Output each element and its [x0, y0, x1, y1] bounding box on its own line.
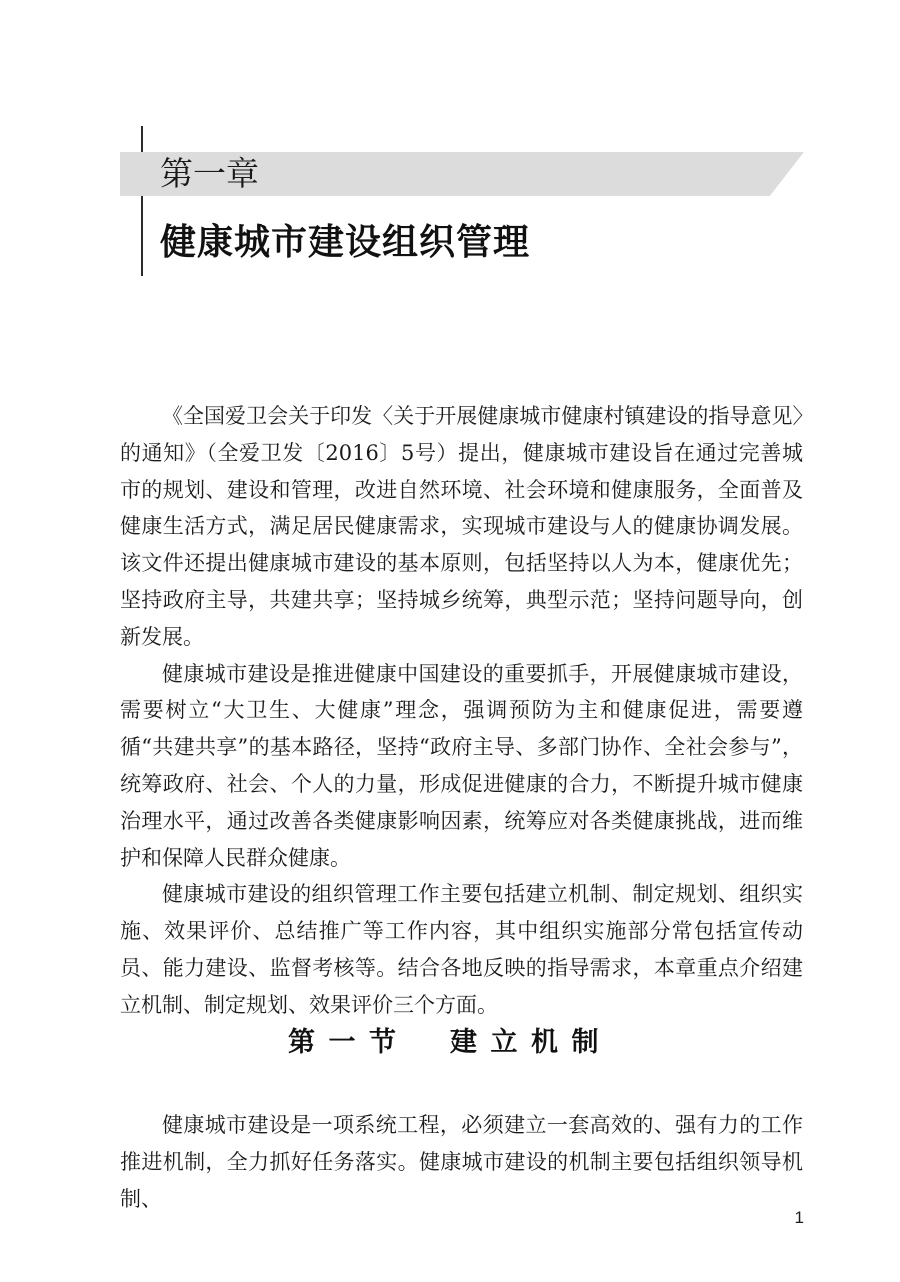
intro-paragraph-1: 《全国爱卫会关于印发〈关于开展健康城市健康村镇建设的指导意见〉的通知》（全爱卫发〔2016〕5号）提出，健康城市建设旨在通过完善城市的规划、建设和管理，改进自然环境、社会环境和健康服务，全面普及健康生活方式，满足居民健康需求，实现城市建设与人的健康协调发展。该文件还提出健康城市建设的基本原则，包括坚持以人为本，健康优先；坚持政府主导，共建共享；坚持城乡统筹，典型示范；坚持问题导向，创新发展。 — [120, 404, 803, 649]
intro-paragraph-2: 健康城市建设是推进健康中国建设的重要抓手，开展健康城市建设，需要树立“大卫生、大健康”理念，强调预防为主和健康促进，需要遵循“共建共享”的基本路径，坚持“政府主导、多部门协作、全社会参与”，统筹政府、社会、个人的力量，形成促进健康的合力，不断提升城市健康治理水平，通过改善各类健康影响因素，统筹应对各类健康挑战，进而维护和保障人民群众健康。 — [120, 661, 803, 870]
page-number: 1 — [794, 1208, 804, 1227]
chapter-title: 健康城市建设组织管理 — [160, 222, 531, 263]
chapter-vertical-rule — [141, 126, 143, 276]
section-paragraph-1: 健康城市建设是一项系统工程，必须建立一套高效的、强有力的工作推进机制，全力抓好任务落实。健康城市建设的机制主要包括组织领导机制、 — [120, 1113, 803, 1211]
section-heading: 第一节 建立机制 — [288, 1027, 612, 1058]
intro-paragraph-3: 健康城市建设的组织管理工作主要包括建立机制、制定规划、组织实施、效果评价、总结推广等工作内容，其中组织实施部分常包括宣传动员、能力建设、监督考核等。结合各地反映的指导需求，本章重点介绍建立机制、制定规划、效果评价三个方面。 — [120, 882, 803, 1017]
section-text-block — [120, 1107, 803, 1217]
intro-text-block — [120, 398, 803, 1024]
chapter-label: 第一章 — [160, 154, 259, 193]
